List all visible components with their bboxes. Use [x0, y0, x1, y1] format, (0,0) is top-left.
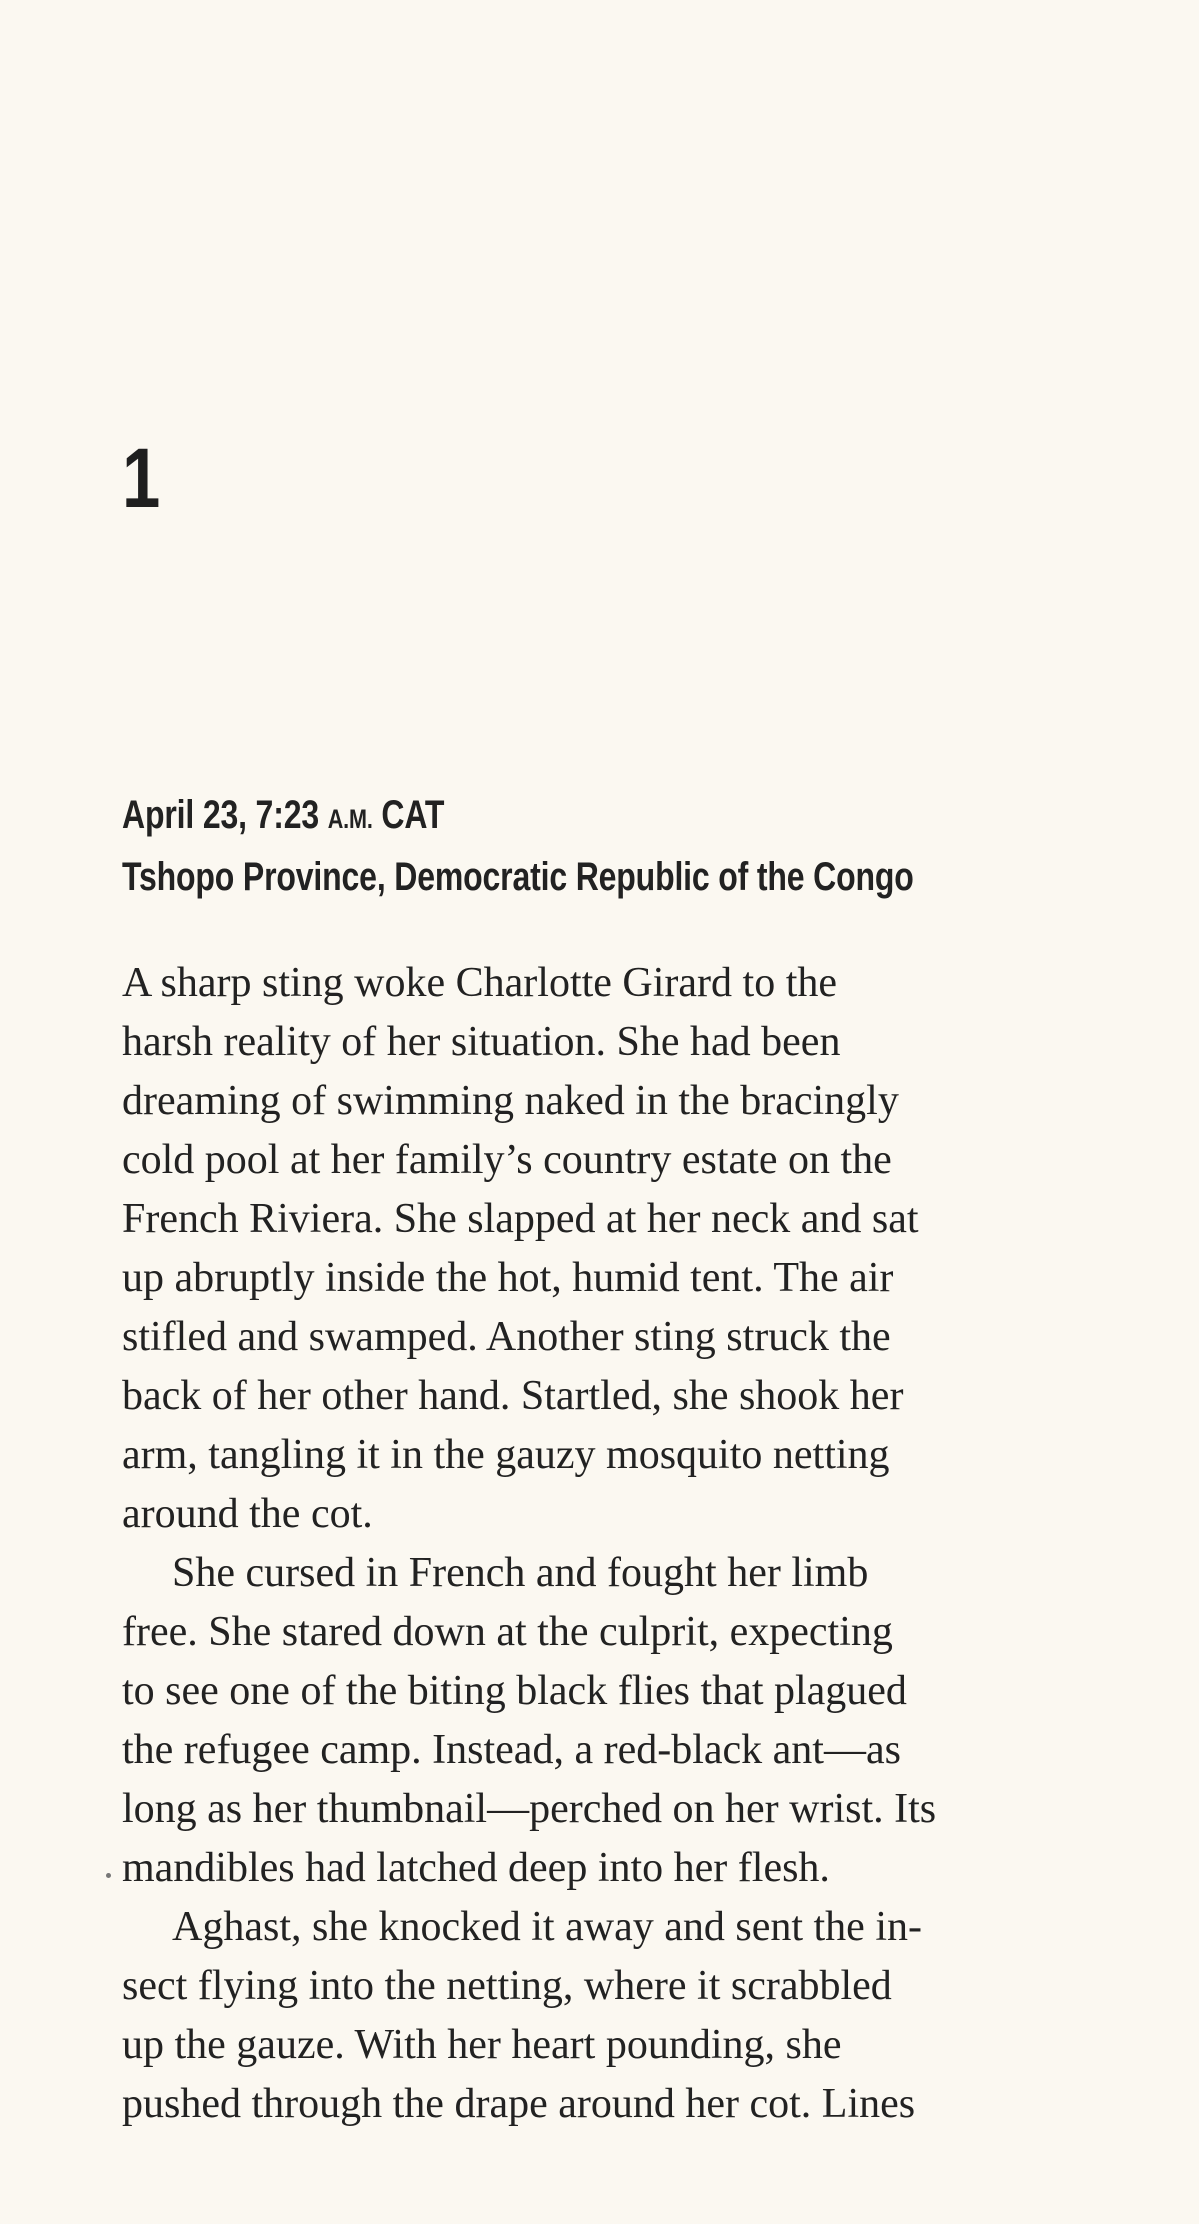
- text-line: cold pool at her family’s country estate on the: [122, 1137, 892, 1183]
- print-speck: [106, 1873, 111, 1878]
- text-line: around the cot.: [122, 1491, 373, 1537]
- text-line: French Riviera. She slapped at her neck and sat: [122, 1196, 919, 1242]
- chapter-header: [122, 786, 1122, 906]
- text-line: up abruptly inside the hot, humid tent. The air: [122, 1255, 894, 1301]
- text-line: sect flying into the netting, where it scrabbled: [122, 1963, 892, 2009]
- text-line: She cursed in French and fought her limb: [172, 1550, 869, 1596]
- text-line: the refugee camp. Instead, a red-black ant—as: [122, 1727, 901, 1773]
- text-line: arm, tangling it in the gauzy mosquito netting: [122, 1432, 890, 1478]
- chapter-number: 1: [122, 431, 161, 525]
- text-line: dreaming of swimming naked in the bracingly: [122, 1078, 899, 1124]
- text-line: Aghast, she knocked it away and sent the in-: [172, 1904, 922, 1950]
- dateline-timezone: CAT: [372, 793, 445, 837]
- text-line: to see one of the biting black flies that plagued: [122, 1668, 907, 1714]
- dateline-ampm: A.M.: [327, 804, 373, 834]
- text-line: long as her thumbnail—perched on her wrist. Its: [122, 1786, 937, 1832]
- text-line: harsh reality of her situation. She had been: [122, 1019, 841, 1065]
- text-line: mandibles had latched deep into her flesh.: [122, 1845, 830, 1891]
- text-line: up the gauze. With her heart pounding, she: [122, 2022, 842, 2068]
- text-line: A sharp sting woke Charlotte Girard to the: [122, 960, 838, 1006]
- location-line: Tshopo Province, Democratic Republic of the Congo: [122, 855, 914, 899]
- text-line: back of her other hand. Startled, she shook her: [122, 1373, 904, 1419]
- body-text: [122, 954, 1062, 2134]
- text-line: stifled and swamped. Another sting struck the: [122, 1314, 891, 1360]
- text-line: pushed through the drape around her cot. Lines: [122, 2081, 916, 2127]
- dateline: [122, 786, 922, 848]
- text-line: free. She stared down at the culprit, expecting: [122, 1609, 893, 1655]
- dateline-date: April 23, 7:23: [122, 793, 328, 837]
